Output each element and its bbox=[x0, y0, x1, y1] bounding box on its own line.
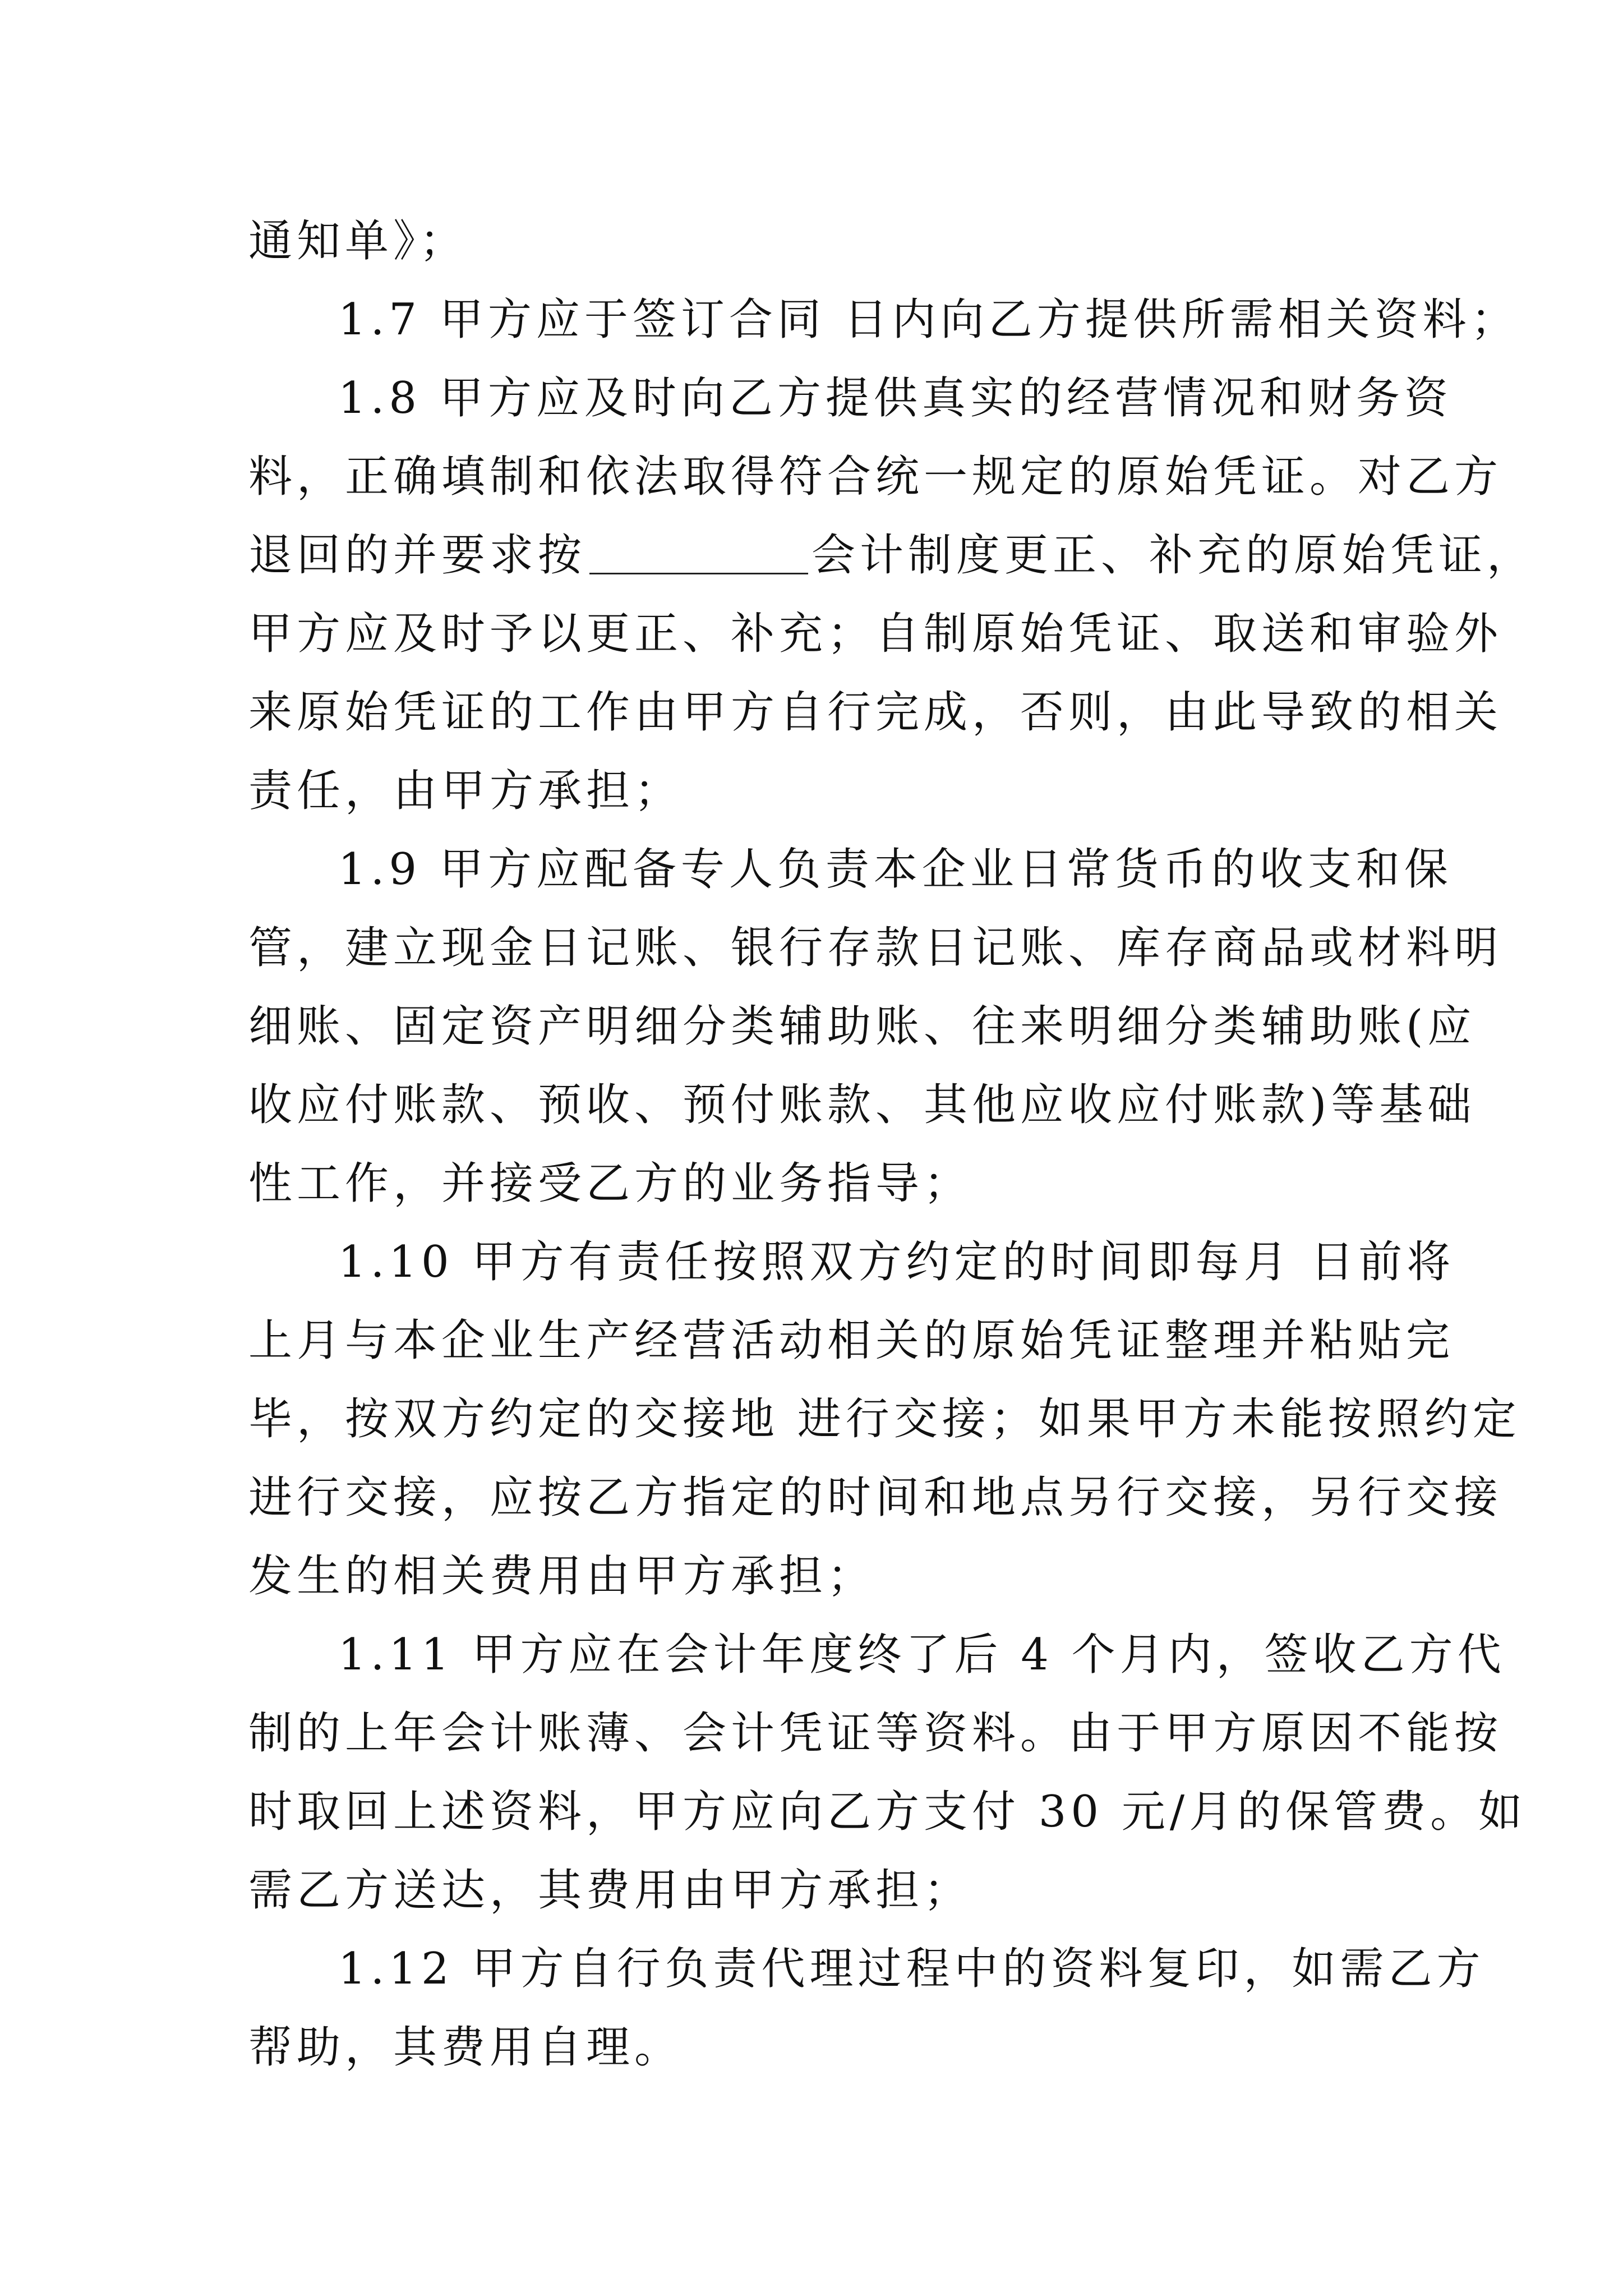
clause-1-7: 1.7 甲方应于签订合同 日内向乙方提供所需相关资料； bbox=[338, 295, 1519, 345]
text-segment: 会计制度更正、补充的原始凭证， bbox=[811, 530, 1536, 581]
text-line: 收应付账款、预收、预付账款、其他应收应付账款)等基础 bbox=[248, 1080, 1476, 1130]
text-line: 细账、固定资产明细分类辅助账、往来明细分类辅助账(应 bbox=[248, 1001, 1476, 1052]
text-line: 管，建立现金日记账、银行存款日记账、库存商品或材料明 bbox=[248, 923, 1503, 973]
text-line: 需乙方送达，其费用由甲方承担； bbox=[248, 1865, 972, 1916]
text-line: 制的上年会计账薄、会计凭证等资料。由于甲方原因不能按 bbox=[248, 1708, 1503, 1759]
clause-1-10: 1.10 甲方有责任按照双方约定的时间即每月 日前将 bbox=[338, 1237, 1455, 1287]
text-line: 料，正确填制和依法取得符合统一规定的原始凭证。对乙方 bbox=[248, 452, 1503, 502]
fill-in-blank bbox=[589, 533, 808, 574]
text-line: 责任，由甲方承担； bbox=[248, 766, 683, 816]
clause-1-11: 1.11 甲方应在会计年度终了后 4 个月内，签收乙方代 bbox=[338, 1630, 1506, 1680]
text-line: 时取回上述资料，甲方应向乙方支付 30 元/月的保管费。如 bbox=[248, 1787, 1527, 1837]
text-line: 进行交接，应按乙方指定的时间和地点另行交接，另行交接 bbox=[248, 1473, 1503, 1523]
text-line: 来原始凭证的工作由甲方自行完成，否则，由此导致的相关 bbox=[248, 687, 1503, 738]
clause-1-12: 1.12 甲方自行负责代理过程中的资料复印，如需乙方 bbox=[338, 1944, 1485, 1994]
text-line: 上月与本企业生产经营活动相关的原始凭证整理并粘贴完 bbox=[248, 1315, 1455, 1366]
text-line: 发生的相关费用由甲方承担； bbox=[248, 1551, 876, 1602]
text-line: 甲方应及时予以更正、补充；自制原始凭证、取送和审验外 bbox=[248, 609, 1503, 659]
text-line: 毕，按双方约定的交接地 进行交接；如果甲方未能按照约定 bbox=[248, 1394, 1521, 1444]
text-line: 通知单》； bbox=[248, 216, 468, 266]
text-segment: 退回的并要求按 bbox=[248, 530, 587, 581]
text-line: 帮助，其费用自理。 bbox=[248, 2022, 683, 2073]
clause-1-9: 1.9 甲方应配备专人负责本企业日常货币的收支和保 bbox=[338, 844, 1453, 895]
text-line: 性工作，并接受乙方的业务指导； bbox=[248, 1158, 972, 1209]
text-line-with-blank bbox=[248, 513, 1536, 597]
clause-1-8: 1.8 甲方应及时向乙方提供真实的经营情况和财务资 bbox=[338, 373, 1453, 424]
